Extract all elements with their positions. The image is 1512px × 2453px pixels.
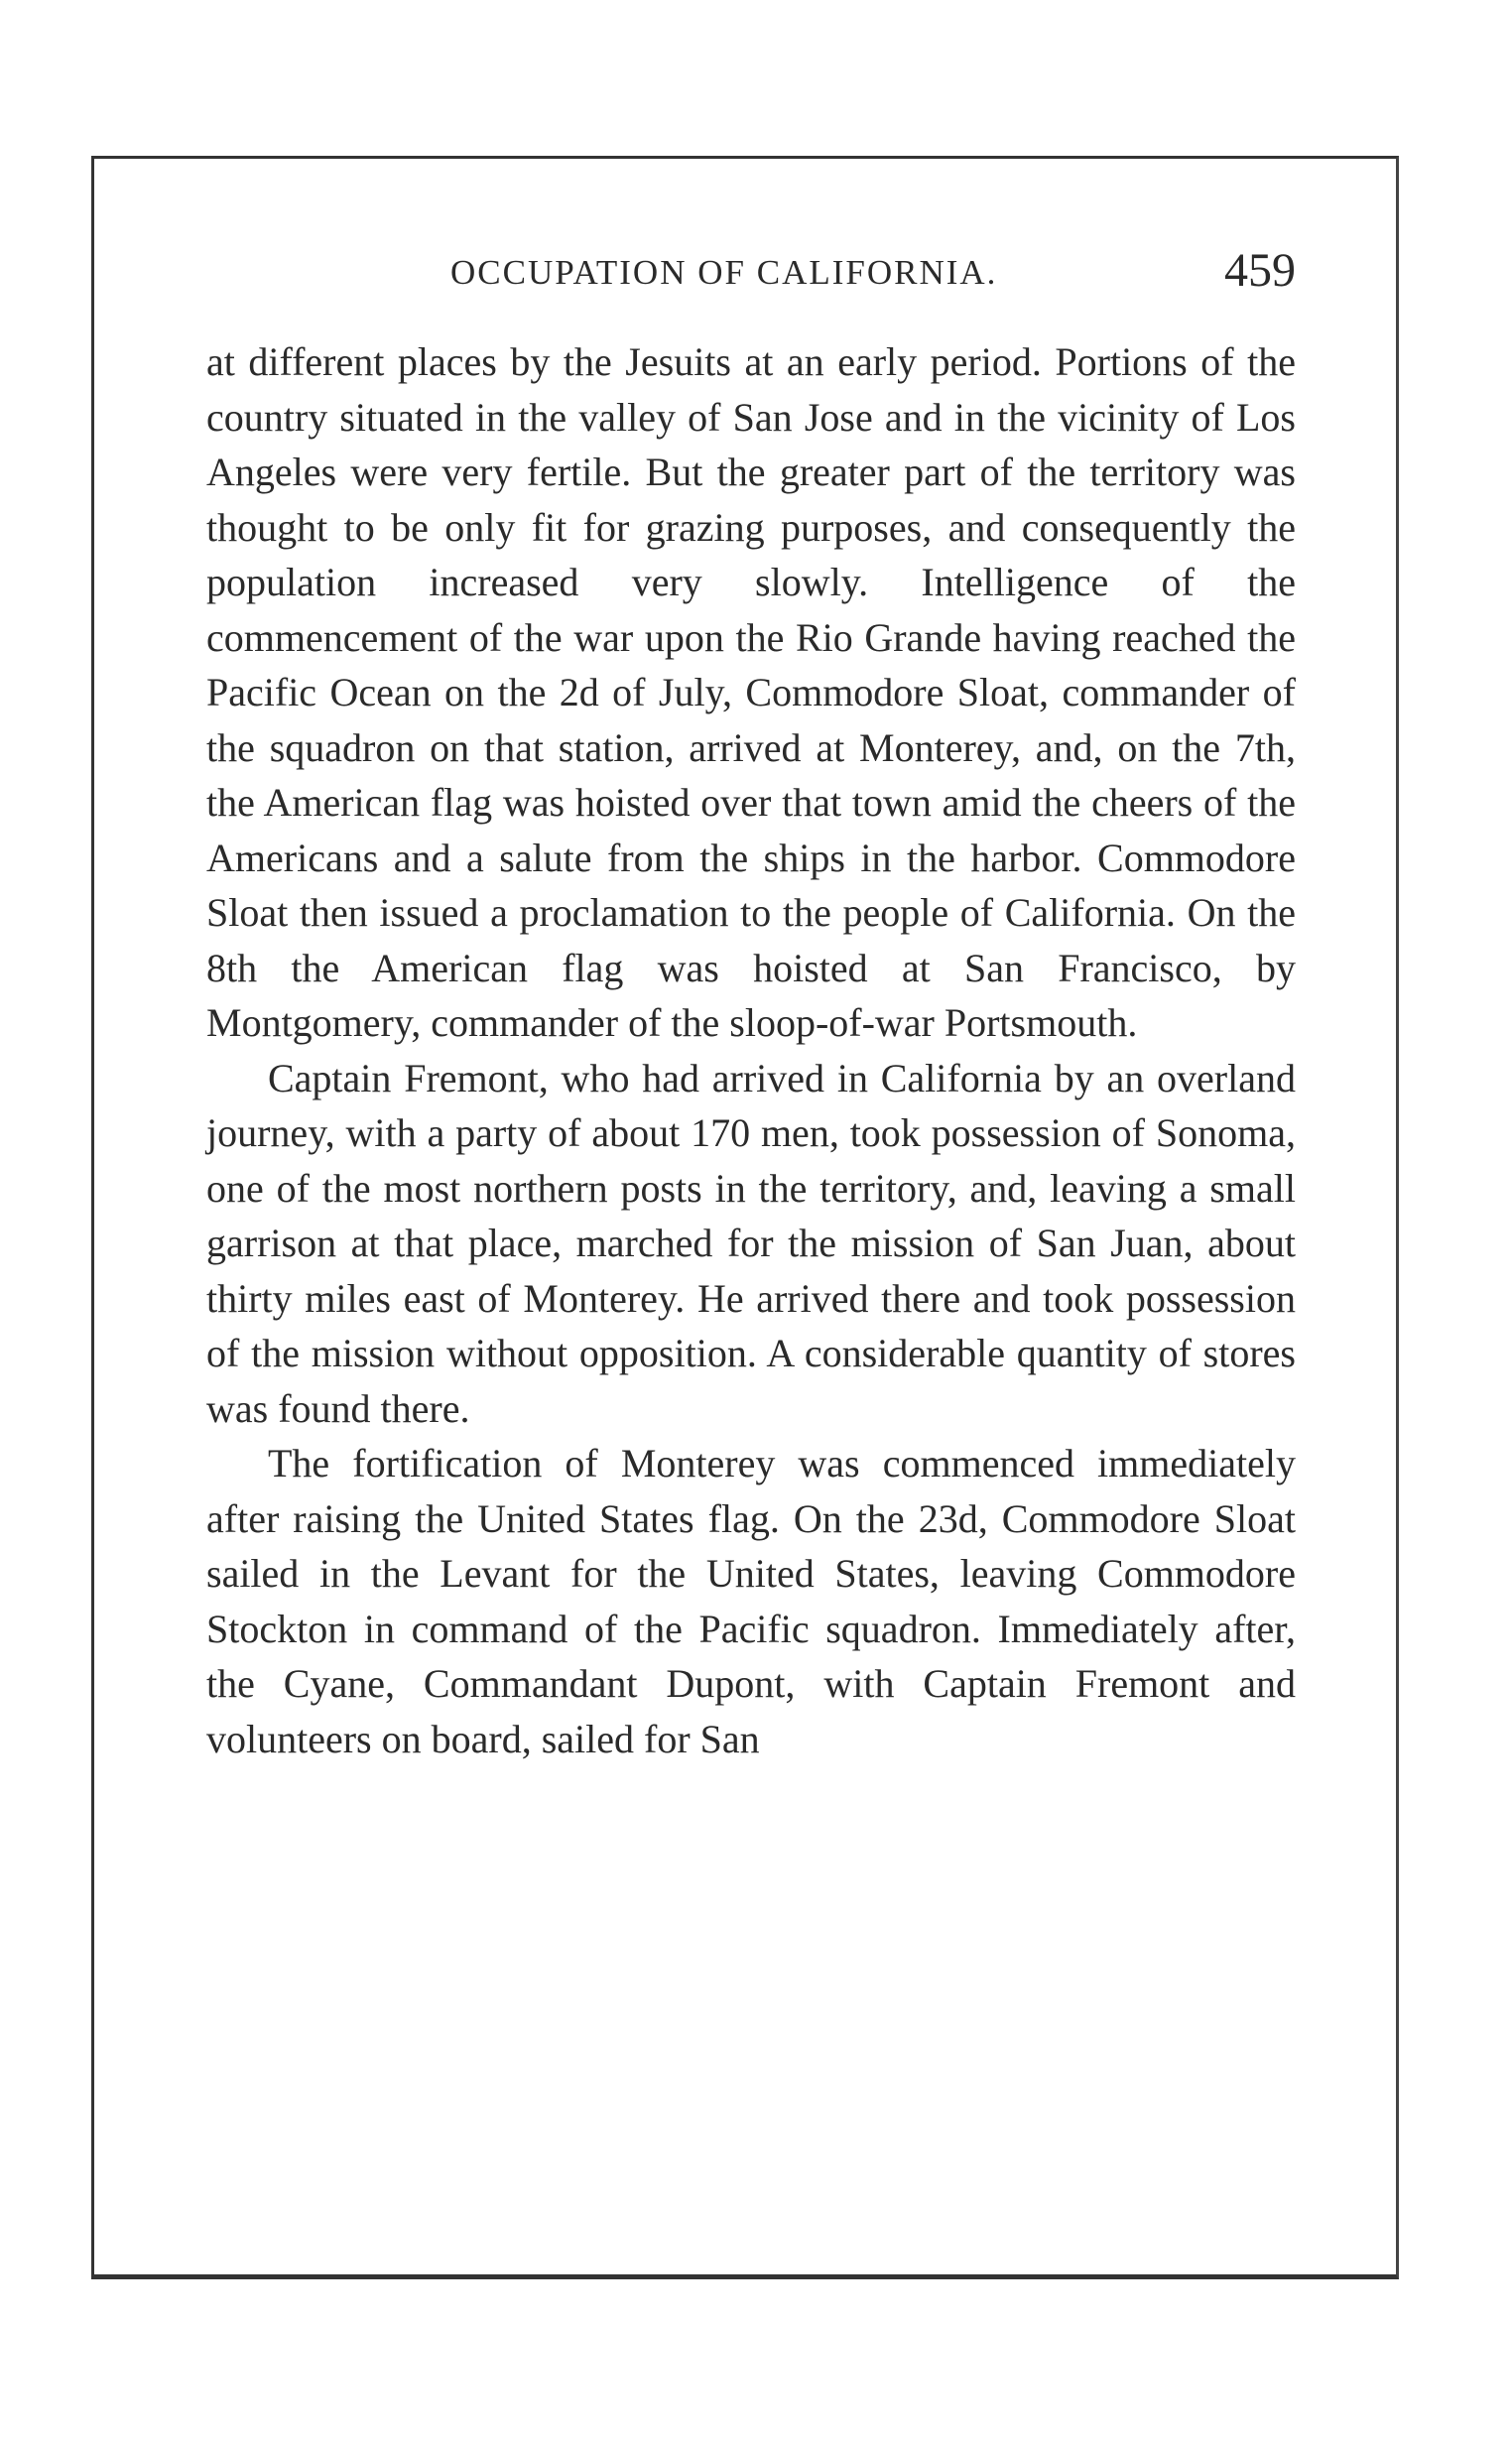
paragraph-1: at different places by the Jesuits at an early period. Portions of the country situated in the valley of San Jose and in the vicinity of Los Angeles were very fertile. But the greater part of the territory was thought to be only fit for grazing purposes, and consequently the population increased very slowly. Intelligence of the commencement of the war upon the Rio Grande having reached the Pacific Ocean on the 2d of July, Commodore Sloat, commander of the squadron on that station, arrived at Monterey, and, on the 7th, the American flag was hoisted over that town amid the cheers of the Americans and a salute from the ships in the harbor. Commodore Sloat then issued a proclamation to the people of California. On the 8th the American flag was hoisted at San Francisco, by Montgomery, commander of the sloop-of-war Portsmouth. [206,339,1296,1045]
page-text-block [206,243,1296,1766]
running-head [206,243,1296,303]
paragraph-2: Captain Fremont, who had arrived in California by an overland journey, with a party of about 170 men, took possession of Sonoma, one of the most northern posts in the territory, and, leaving a small garrison at that place, marched for the mission of San Juan, about thirty miles east of Monterey. He arrived there and took possession of the mission without opposition. A considerable quantity of stores was found there. [206,1055,1296,1431]
running-title: OCCUPATION OF CALIFORNIA. [450,253,998,292]
page-number: 459 [1224,244,1296,297]
paragraph-3: The fortification of Monterey was commenced immediately after raising the United States flag. On the 23d, Commodore Sloat sailed in the Levant for the United States, leaving Commodore Stockton in command of the Pacific squadron. Immediately after, the Cyane, Commandant Dupont, with Captain Fremont and volunteers on board, sailed for San [206,1441,1296,1761]
